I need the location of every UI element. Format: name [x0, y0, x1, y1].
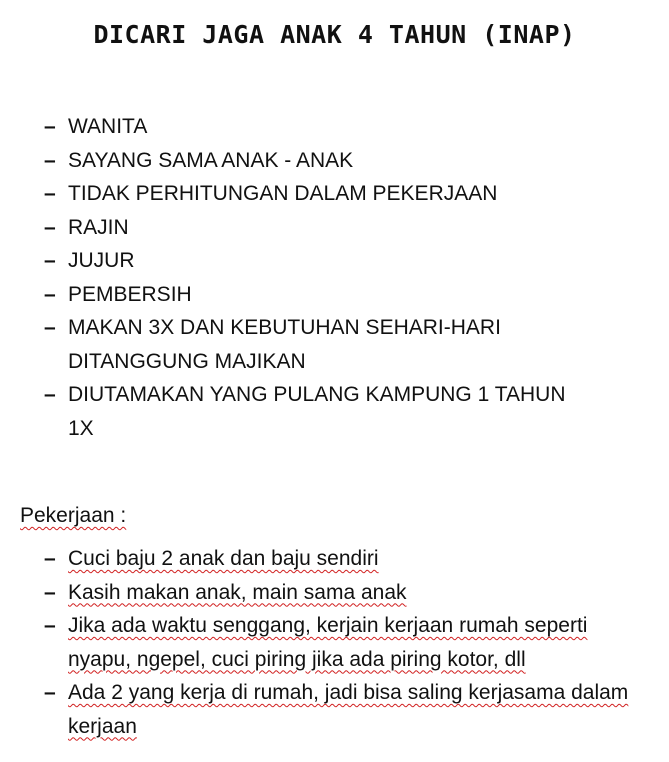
list-item-text: RAJIN	[68, 215, 129, 239]
bullet-dash: –	[44, 215, 56, 239]
bullet-dash: –	[44, 580, 56, 604]
list-item	[0, 110, 588, 144]
list-item-text: SAYANG SAMA ANAK - ANAK	[68, 148, 354, 172]
document-title: DICARI JAGA ANAK 4 TAHUN (INAP)	[93, 20, 576, 49]
list-item	[0, 311, 588, 378]
list-item	[0, 542, 653, 576]
list-item-text: JUJUR	[68, 249, 135, 272]
bullet-dash: –	[44, 316, 56, 339]
list-item-text: Kasih makan anak, main sama anak	[68, 580, 407, 604]
list-item	[0, 144, 588, 178]
bullet-dash: –	[44, 614, 56, 637]
list-item	[0, 244, 588, 278]
list-item-text: TIDAK PERHITUNGAN DALAM PEKERJAAN	[68, 182, 498, 205]
list-item	[0, 609, 653, 676]
list-item-text: DIUTAMAKAN YANG PULANG KAMPUNG 1 TAHUN 1X	[68, 383, 566, 440]
list-item-text: WANITA	[68, 115, 148, 138]
bullet-dash: –	[44, 148, 56, 172]
bullet-dash: –	[44, 182, 56, 205]
list-item-text: Ada 2 yang kerja di rumah, jadi bisa saling kerjasama dalam kerjaan	[68, 681, 629, 738]
tasks-heading: Pekerjaan :	[20, 504, 127, 527]
tasks-list	[0, 542, 653, 743]
list-item	[0, 378, 588, 445]
requirements-list	[0, 110, 588, 445]
bullet-dash: –	[44, 115, 56, 138]
bullet-dash: –	[44, 282, 56, 306]
list-item-text: Cuci baju 2 anak dan baju sendiri	[68, 547, 379, 570]
bullet-dash: –	[44, 383, 56, 406]
list-item	[0, 177, 588, 211]
bullet-dash: –	[44, 681, 56, 704]
list-item-text: MAKAN 3X DAN KEBUTUHAN SEHARI-HARI DITANGGUNG MAJIKAN	[68, 316, 501, 373]
bullet-dash: –	[44, 249, 56, 272]
list-item	[0, 211, 588, 245]
list-item	[0, 278, 588, 312]
list-item	[0, 676, 653, 743]
list-item	[0, 576, 653, 610]
list-item-text: Jika ada waktu senggang, kerjain kerjaan rumah seperti nyapu, ngepel, cuci piring jika ada piring kotor, dll	[68, 614, 588, 671]
list-item-text: PEMBERSIH	[68, 282, 192, 306]
bullet-dash: –	[44, 547, 56, 570]
